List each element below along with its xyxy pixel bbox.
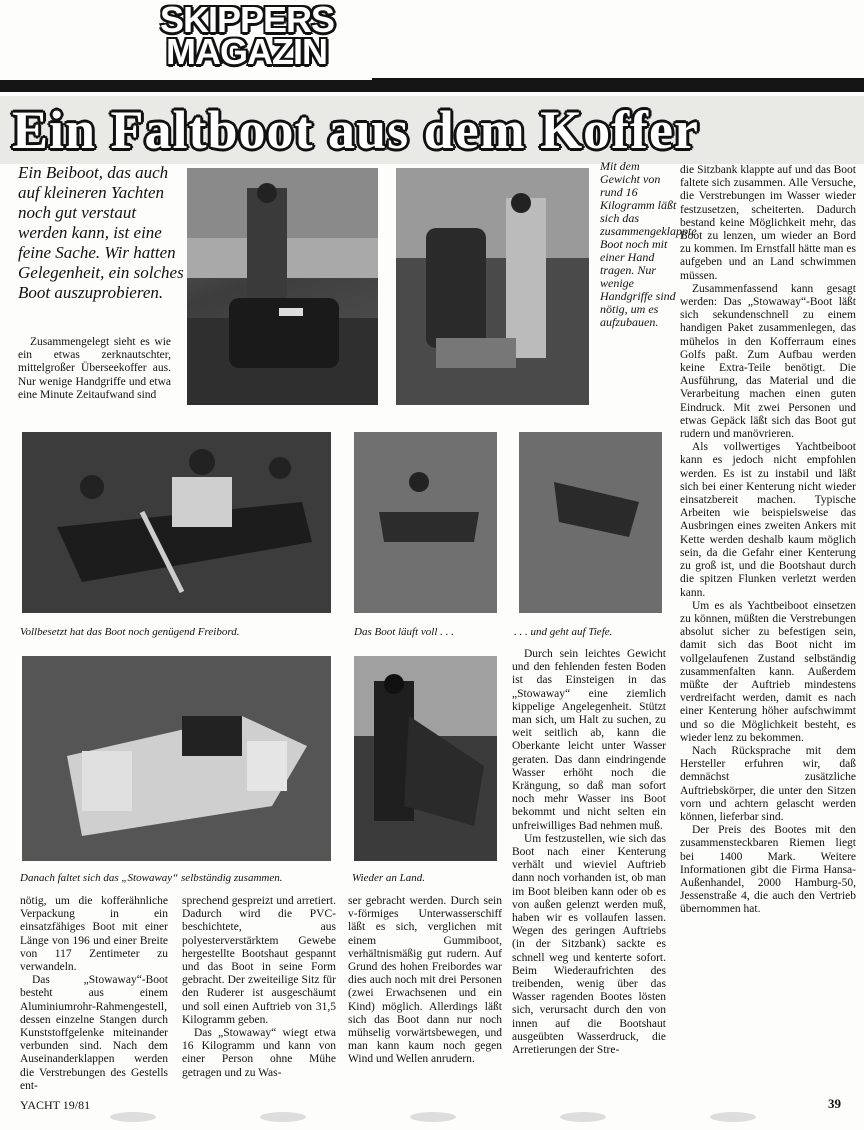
- right-paragraph-6: Der Preis des Bootes mit den zusammensteckbaren Riemen liegt bei 1400 Mark. Weitere Informationen gibt die Firma Hansa-Außenhandel, 2000 Hamburg-50, Jessenstraße 4, die auch den Vertrieb übernommen hat.: [680, 824, 856, 916]
- col1-top-paragraph: Zusammengelegt sieht es wie ein etwas zerknautschter, mittelgroßer Überseekoffer aus. Nur wenige Handgriffe und etwa eine Minute Zeitaufwand sind: [18, 336, 171, 401]
- masthead-line1: SKIPPERS: [160, 0, 335, 40]
- rule-right: [372, 78, 864, 92]
- right-paragraph-3: Als vollwertiges Yachtbeiboot kann es jedoch nicht empfohlen werden. Es ist zu instabil und läßt sich bei einer Kenterung nicht wieder einsatzbereit machen. Typische Arbeiten wie beispielsweise das Ausbringen eines zweiten Ankers mit Kette werden deshalb kaum möglich sein, da die Gefahr einer Kenterung zu groß ist, und die Bootshaut durch die spitzen Flunken verletzt werden kann.: [680, 441, 856, 599]
- rule-left: [0, 80, 380, 92]
- bottom-decoration: [710, 1112, 756, 1122]
- right-column: [680, 164, 856, 917]
- headline: Ein Faltboot aus dem Koffer: [12, 100, 699, 160]
- bottom-column-3: [348, 895, 502, 1067]
- caption-rowing: Vollbesetzt hat das Boot noch genügend Freibord.: [20, 626, 240, 638]
- right-paragraph-4: Um es als Yachtbeiboot einsetzen zu können, müßten die Verstrebungen absolut sicher zu befestigen sein, damit sich das Boot nicht im vollgelaufenen Zustand selbständig zusammenfalten kann. Außerdem müßte der Auftrieb mindestens verdreifacht werden, damit es nach einer Kenterung höher aufschwimmt und so die Möglichkeit besteht, es wieder lenz zu bekommen.: [680, 599, 856, 744]
- right-paragraph-2: Zusammenfassend kann gesagt werden: Das „Stowaway“-Boot läßt sich sekundenschnell zu einem handigen Paket zusammenlegen, das mühelos in den Kofferraum eines Golfs paßt. Zum Aufbau werden keine Extra-Teile benötigt. Die Ausführung, das Material und die Verarbeitung machen einen guten Eindruck. Mit zwei Personen und etwas Gepäck läßt sich das Boot gut rudern und manövrieren.: [680, 282, 856, 441]
- caption-ashore: Wieder an Land.: [352, 872, 426, 884]
- bottom-col2-paragraph-1: sprechend gespreizt und arretiert. Dadurch wird die PVC-beschichtete, aus polyesterverstärktem Gewebe hergestellte Bootshaut gespannt und das Boot in seine Form gebracht. Der zweiteilige Sitz für den Ruderer ist ausgeschäumt und soll einen Auftrieb von 31,5 Kilogramm geben.: [182, 895, 336, 1026]
- bottom-col3-paragraph-1: ser gebracht werden. Durch sein v-förmiges Unterwasserschiff läßt es sich, verglichen mit einem Gummiboot, verhältnismäßig gut rudern. Auf Grund des hohen Freibordes war dies auch noch mit drei Personen (zwei Erwachsenen und ein Kind) möglich. Allerdings läßt sich das Boot dann nur noch mühselig vorwärtsbewegen, und man kann kaum noch gegen Wind und Wellen anrudern.: [348, 895, 502, 1066]
- bottom-col1-paragraph-2: Das „Stowaway“-Boot besteht aus einem Aluminiumrohr-Rahmengestell, dessen einzelne Stangen durch Kunststoffgelenke miteinander verbunden sind. Nach dem Auseinanderklappen werden die Verstrebungen des Gestells ent-: [20, 974, 168, 1092]
- caption-flooding: Das Boot läuft voll . . .: [354, 626, 454, 638]
- masthead-line2: MAGAZIN: [166, 31, 327, 72]
- right-paragraph-5: Nach Rücksprache mit dem Hersteller erfuhren wir, daß demnächst zusätzliche Auftriebskörper, die unter den Sitzen vorn und achtern gelascht werden können, lieferbar sind.: [680, 744, 856, 823]
- bottom-decoration: [110, 1112, 156, 1122]
- col1-top-text: [18, 336, 171, 402]
- middle-paragraph-2: Um festzustellen, wie sich das Boot nach einer Kenterung verhält und wieviel Auftrieb dann noch vorhanden ist, ob man im Boot bleiben kann oder ob es von außen gelenzt werden muß, haben wir es vollaufen lassen. Wegen des geringen Auftriebs (in der Sitzbank) sackte es schnell weg und kenterte sofort. Beim Wiederaufrichten des treibenden, wenig über das Wasser ragenden Bootes lösten sich, verursacht durch den von innen auf die Bootshaut ausgeübten Wasserdruck, die Arretierungen der Stre-: [512, 832, 666, 1057]
- intro-text: Ein Beiboot, das auch auf kleineren Yachten noch gut verstaut werden kann, ist eine feine Sache. Wir hatten Gelegenheit, ein solches Boot auszuprobieren.: [18, 163, 184, 302]
- caption-sinking: . . . und geht auf Tiefe.: [514, 626, 613, 638]
- bottom-decoration: [260, 1112, 306, 1122]
- bottom-column-1: [20, 895, 168, 1093]
- photo-flooding: [354, 432, 497, 613]
- bottom-decoration: [410, 1112, 456, 1122]
- photo-carrying-case: [187, 168, 378, 405]
- bottom-decoration: [560, 1112, 606, 1122]
- photo-sinking: [519, 432, 662, 613]
- photo-ashore: [354, 656, 497, 861]
- photo-unfolding: [396, 168, 589, 405]
- bottom-col1-paragraph-1: nötig, um die kofferähnliche Verpackung in ein einsatzfähiges Boot mit einer Länge von 196 und einer Breite von 117 Zentimeter zu verwandeln.: [20, 895, 168, 974]
- footer-issue: YACHT 19/81: [20, 1098, 91, 1112]
- photo-rowing: [22, 432, 331, 613]
- photo-folding: [22, 656, 331, 861]
- middle-paragraph-1: Durch sein leichtes Gewicht und den fehlenden festen Boden ist das Einsteigen in das „Stowaway“ eine ziemlich kippelige Angelegenheit. Stützt man sich, um Halt zu suchen, zu weit seitlich ab, kann die Oberkante leicht unter Wasser geraten. Das dann eindringende Wasser erhöht noch die Krängung, so daß man sofort noch mehr Wasser ins Boot bekommt und nicht selten ein unfreiwilliges Bad nehmen muß.: [512, 648, 666, 832]
- right-paragraph-1: die Sitzbank klappte auf und das Boot faltete sich zusammen. Alle Versuche, die Verstrebungen im Wasser wieder festzusetzen, scheiterten. Dadurch bestand keine Möglichkeit mehr, das Boot zu lenzen, um wieder an Bord zu kommen. Im Ernstfall hätte man es aufgeben und an Land schwimmen müssen.: [680, 164, 856, 282]
- bottom-column-2: [182, 895, 336, 1080]
- middle-column: [512, 648, 666, 1057]
- footer-page-number: 39: [828, 1096, 841, 1111]
- bottom-col2-paragraph-2: Das „Stowaway“ wiegt etwa 16 Kilogramm und kann von einer Person ohne Mühe getragen und zu Was-: [182, 1027, 336, 1079]
- masthead: [160, 0, 360, 74]
- caption-top: Mit dem Gewicht von rund 16 Kilogramm läßt sich das zusammengeklappte Boot noch mit einer Hand tragen. Nur wenige Handgriffe sind nötig, um es aufzubauen.: [600, 159, 697, 329]
- caption-folding: Danach faltet sich das „Stowaway“ selbständig zusammen.: [20, 872, 283, 884]
